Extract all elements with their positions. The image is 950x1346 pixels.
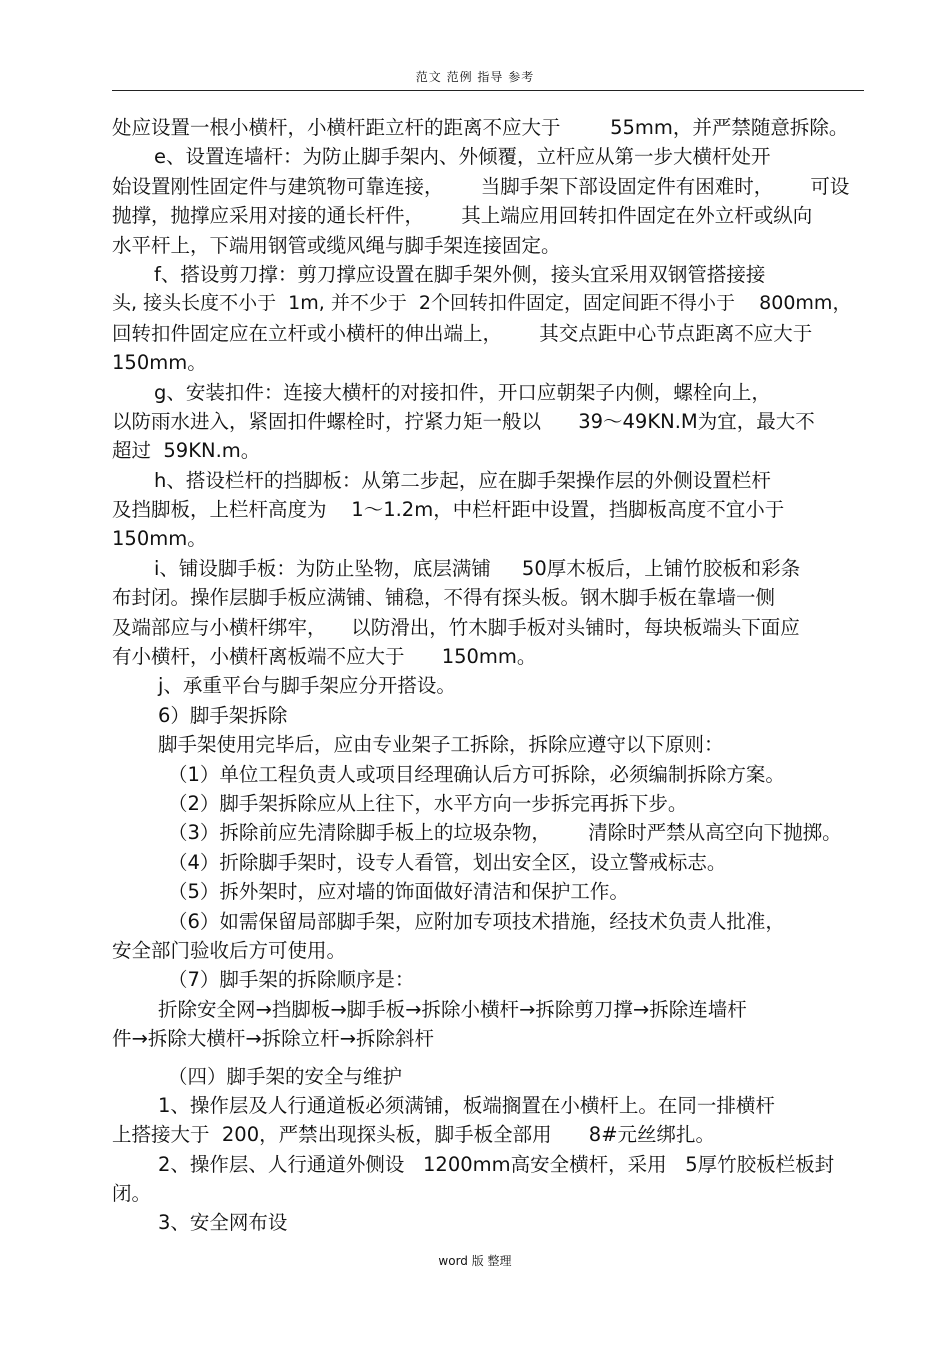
text-line: 脚手架使用完毕后，应由专业架子工拆除，拆除应遵守以下原则： [158, 733, 724, 757]
text-line: 2、操作层、人行通道外侧设 1200mm高安全横杆，采用 5厚竹胶板栏板封 [158, 1152, 835, 1176]
text-line: 回转扣件固定应在立杆或小横杆的伸出端上， 其交点距中心节点距离不应大于 [112, 321, 813, 345]
text-line: （1）单位工程负责人或项目经理确认后方可拆除，必须编制拆除方案。 [168, 762, 785, 786]
text-line: f、搭设剪刀撑：剪刀撑应设置在脚手架外侧，接头宜采用双钢管搭接接 [154, 262, 766, 286]
text-line: （4）折除脚手架时，设专人看管，划出安全区，设立警戒标志。 [168, 850, 727, 874]
text-line: g、安装扣件：连接大横杆的对接扣件，开口应朝架子内侧，螺栓向上， [154, 380, 771, 404]
text-line: 水平杆上，下端用钢管或缆风绳与脚手架连接固定。 [112, 233, 561, 257]
text-line: 始设置刚性固定件与建筑物可靠连接， 当脚手架下部设固定件有困难时， 可设 [112, 174, 850, 198]
text-line: 以防雨水进入，紧固扣件螺栓时，拧紧力矩一般以 39～49KN.M为宜，最大不 [112, 409, 815, 433]
text-line: i、铺设脚手板：为防止坠物，底层满铺 50厚木板后，上铺竹胶板和彩条 [154, 556, 801, 580]
text-line: 有小横杆，小横杆离板端不应大于 150mm。 [112, 645, 537, 669]
text-line: 1、操作层及人行通道板必须满铺，板端搁置在小横杆上。在同一排横杆 [158, 1093, 775, 1117]
text-line: （四）脚手架的安全与维护 [168, 1064, 403, 1088]
text-line: 处应设置一根小横杆，小横杆距立杆的距离不应大于 55mm，并严禁随意拆除。 [112, 116, 849, 139]
text-line: 件→拆除大横杆→拆除立杆→拆除斜杆 [112, 1027, 435, 1051]
header-divider [112, 90, 864, 91]
text-line: 安全部门验收后方可使用。 [112, 938, 347, 962]
text-line: h、搭设栏杆的挡脚板：从第二步起，应在脚手架操作层的外侧设置栏杆 [154, 468, 771, 492]
text-line: （2）脚手架拆除应从上往下，水平方向一步拆完再拆下步。 [168, 791, 688, 815]
page-header: 范文 范例 指导 参考 [415, 70, 535, 84]
text-line: 超过 59KN.m。 [112, 439, 261, 463]
text-line: 头, 接头长度不小于 1m, 并不少于 2个回转扣件固定，固定间距不得小于 800mm， [112, 292, 852, 315]
text-line: e、设置连墙杆：为防止脚手架内、外倾覆，立杆应从第一步大横杆处开 [154, 145, 771, 169]
text-line: 闭。 [112, 1182, 152, 1206]
text-line: 抛撑，抛撑应采用对接的通长杆件， 其上端应用回转扣件固定在外立杆或纵向 [112, 204, 813, 228]
text-line: 及挡脚板，上栏杆高度为 1～1.2m，中栏杆距中设置，挡脚板高度不宜小于 [112, 498, 785, 522]
text-line: 折除安全网→挡脚板→脚手板→拆除小横杆→拆除剪刀撑→拆除连墙杆 [158, 997, 747, 1021]
page-footer: word 版 整理 [438, 1254, 512, 1268]
text-line: 上搭接大于 200，严禁出现探头板，脚手板全部用 8#元丝绑扎。 [112, 1123, 716, 1147]
text-line: （6）如需保留局部脚手架，应附加专项技术措施，经技术负责人批准， [168, 909, 785, 933]
text-line: 150mm。 [112, 351, 207, 375]
text-line: 及端部应与小横杆绑牢， 以防滑出，竹木脚手板对头铺时，每块板端头下面应 [112, 615, 800, 639]
document-body [112, 113, 864, 1238]
text-line: 6）脚手架拆除 [158, 703, 288, 727]
text-line: （3）拆除前应先清除脚手板上的垃圾杂物， 清除时严禁从高空向下抛掷。 [168, 821, 842, 845]
text-line: （5）拆外架时，应对墙的饰面做好清洁和保护工作。 [168, 880, 629, 904]
text-line: 150mm。 [112, 527, 207, 551]
text-line: j、承重平台与脚手架应分开搭设。 [158, 674, 456, 698]
text-line: 3、安全网布设 [158, 1211, 288, 1235]
text-line: 布封闭。操作层脚手板应满铺、铺稳，不得有探头板。钢木脚手板在靠墙一侧 [112, 586, 776, 610]
text-line: （7）脚手架的拆除顺序是： [168, 968, 415, 992]
